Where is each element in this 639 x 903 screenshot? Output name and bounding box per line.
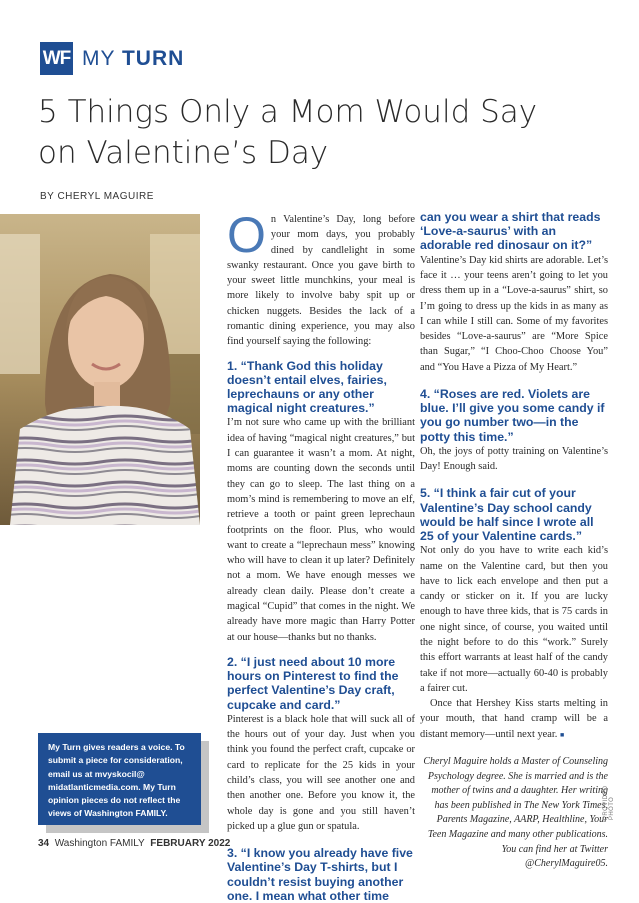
section-label-bold: TURN [121, 47, 185, 70]
paragraph-6-text: Once that Hershey Kiss starts melting in your mouth, that hand cramp will be a distant memory—until next year. [420, 698, 608, 740]
article-column-2 [420, 210, 608, 872]
section-label [82, 47, 184, 71]
magazine-logo: WF [40, 42, 73, 75]
drop-cap: O [227, 207, 266, 263]
subhead-4: 4. “Roses are red. Violets are blue. I’ll give you some candy if you go number two—in the potty this time.” [420, 386, 605, 444]
byline: BY CHERYL MAGUIRE [40, 191, 154, 202]
subhead-3: 3. “I know you already have five Valentine’s Day T-shirts, but I couldn’t resist buying another one. I mean what other time [227, 846, 413, 903]
paragraph-4: Oh, the joys of potty training on Valentine’s Day! Enough said. [420, 445, 608, 473]
section-label-light: MY [82, 47, 122, 70]
author-photo [0, 214, 200, 525]
paragraph-1: I’m not sure who came up with the brilliant idea of having “magical night creatures,” but I can guarantee it wasn’t a mom. At night, moms are counting down the seconds until they can go to sleep. The last thing on a mom’s mind is remembering to move an elf, retrieve a tooth or paint green leprechaun footprints on the floor. Plus, who would want to create a “leprechaun mess” knowing who will have to clean it up later? Definitely not a mom. We have enough messes we already clean daily. Please don’t create a magical “Cupid” that comes in the night. We already have more magic than Harry Potter at our house—thanks but no thanks. [227, 417, 415, 643]
paragraph-3: Valentine’s Day kid shirts are adorable. Let’s face it … your teens aren’t going to let you dress them up in a “Love-a-saurus” shirt, so I’m going to dress up the kids in as many as I can while I still can. Some of my favorites besides “Love-a-saurus” are “More Spice than Sugar,” “I Choo-Choo Choose You” and “You Have a Pizza of My Heart.” [420, 254, 608, 373]
subhead-2: 2. “I just need about 10 more hours on Pinterest to find the perfect Valentine’s Day craft, cupcake and card.” [227, 654, 399, 712]
paragraph-6 [420, 696, 608, 743]
intro-paragraph: n Valentine’s Day, long before your mom days, you probably dined by candlelight in some swanky restaurant. Once you gave birth to your sweet little munchkins, your meal is more likely to involve baby spit up or chicken nuggets. Besides the lack of a romantic dining experience, you may also find yourself saying the following: [227, 214, 415, 348]
paragraph-2: Pinterest is a black hole that will suck all of the hours out of your day. Just when you think you found the perfect craft, cupcake or card to replicate for the 25 kids in your child’s class, you will see another one and then another one. Before you know it, the whole day is gone and you still haven’t picked up a glue gun or spatula. [227, 713, 415, 832]
magazine-name: Washington FAMILY [54, 838, 145, 849]
subhead-5: 5. “I think a fair cut of your Valentine’s Day school candy would be half since I wrote all 25 of your Valentine cards.” [420, 486, 594, 543]
submission-callout: My Turn gives readers a voice. To submit a piece for consideration, email us at mvyskocil@ midatlanticmedia.com. My Turn opinion pieces do not reflect the views of Washington FAMILY. [38, 733, 201, 825]
subhead-3-continued: can you wear a shirt that reads ‘Love-a-saurus’ with an adorable red dinosaur on it?” [420, 210, 601, 253]
author-bio: Cheryl Maguire holds a Master of Counseling Psychology degree. She is married and is the mother of twins and a daughter. Her writing has been published in The New York Times, Parents Magazine, AARP, Healthline, Your Teen Magazine and many other publications. You can find her at Twitter @CherylMaguire05. [423, 756, 608, 870]
paragraph-5: Not only do you have to write each kid’s name on the Valentine card, but then you have to lick each envelope and then put a candy or sticker on it. If you are lucky enough to have three kids, that is 75 cards in one night since, of course, you waited until the night before to do this “work.” Surely this effort warrants at least half of the candy take if not more—actually 60-40 is probably a fairer cut. [420, 545, 608, 694]
author-photo-image [0, 214, 200, 525]
article-column-1 [227, 207, 415, 903]
page-number: 34 [38, 838, 50, 849]
end-mark: ■ [559, 730, 565, 739]
photo-credit: PROVIDED PHOTO [603, 785, 615, 820]
subhead-1: 1. “Thank God this holiday doesn’t entail elves, fairies, leprechauns or any other magical night creatures.” [227, 358, 387, 416]
article-title: 5 Things Only a Mom Would Say on Valentine’s Day [38, 94, 538, 171]
issue-date: FEBRUARY 2022 [150, 838, 231, 849]
page-footer [38, 838, 230, 849]
